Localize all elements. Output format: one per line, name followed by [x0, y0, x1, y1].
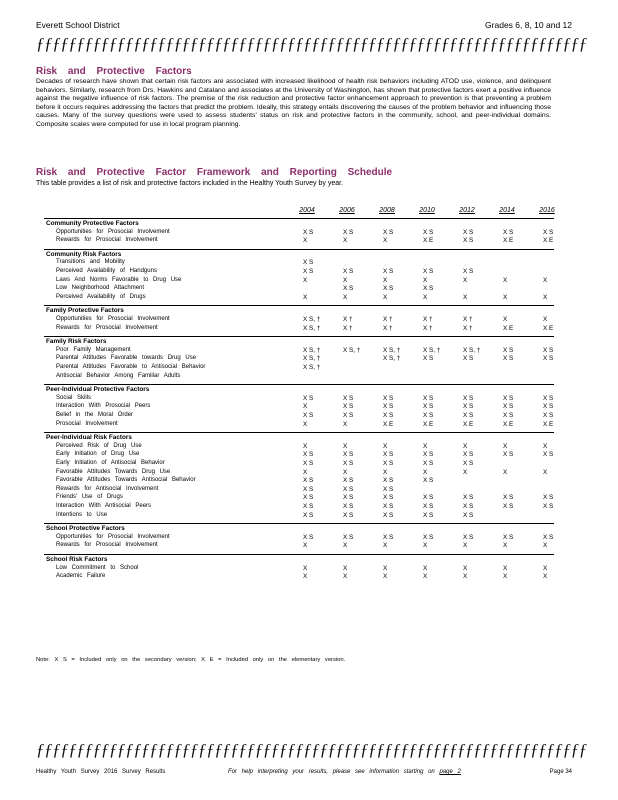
inclusion-mark: X S [423, 477, 434, 485]
table-row [44, 443, 554, 452]
inclusion-mark: X S [303, 503, 314, 510]
footer-survey-title: Healthy Youth Survey 2016 Survey Results [36, 769, 166, 775]
inclusion-mark: X [303, 237, 308, 245]
inclusion-mark: X S [343, 533, 354, 541]
inclusion-mark: X [383, 442, 388, 450]
inclusion-mark: X S [343, 494, 354, 502]
year-header: 2008 [379, 207, 395, 214]
table-row [44, 451, 554, 460]
district-name: Everett School District [36, 20, 120, 30]
inclusion-mark: X S [303, 494, 314, 502]
table-row [44, 477, 554, 486]
table-row [44, 565, 554, 574]
factor-label: Rewards for Prosocial Involvement [56, 237, 158, 244]
inclusion-mark: X S [303, 511, 314, 519]
inclusion-mark: X S [503, 403, 514, 411]
inclusion-mark: X [343, 442, 348, 450]
table-row [44, 469, 554, 478]
table-note: Note: X S = Included only on the secondary version; X E = Included only on the elementary version. [36, 657, 346, 663]
inclusion-mark: X E [543, 237, 554, 245]
inclusion-mark: X S [543, 412, 554, 419]
inclusion-mark: X [383, 276, 388, 284]
inclusion-mark: X S [343, 451, 354, 459]
inclusion-mark: X [543, 293, 548, 301]
inclusion-mark: X [303, 293, 308, 301]
table-row [44, 277, 554, 286]
inclusion-mark: X S [343, 460, 354, 467]
table-row [44, 503, 554, 512]
footer-page-number: Page 34 [549, 769, 572, 775]
inclusion-mark: X S [423, 394, 434, 402]
inclusion-mark: X S [463, 412, 474, 419]
inclusion-mark: X S [543, 355, 554, 363]
inclusion-mark: X S [423, 355, 434, 363]
inclusion-mark: X E [543, 324, 554, 332]
group-divider [44, 336, 554, 337]
factor-label: Transitions and Mobility [56, 259, 125, 266]
inclusion-mark: X S [303, 451, 314, 459]
table-row [44, 486, 554, 495]
factor-label: Belief in the Moral Order [56, 412, 134, 418]
inclusion-mark: X S [543, 451, 554, 459]
inclusion-mark: X E [543, 420, 554, 428]
inclusion-mark: X [463, 573, 468, 581]
inclusion-mark: X [383, 542, 388, 550]
inclusion-mark: X S [463, 451, 474, 459]
inclusion-mark: X [423, 468, 428, 476]
inclusion-mark: X [463, 468, 468, 476]
inclusion-mark: X S [383, 511, 394, 519]
inclusion-mark: X [463, 564, 468, 572]
inclusion-mark: X [463, 442, 468, 450]
factor-label: Favorable Attitudes Towards Antisocial Behavior [56, 477, 196, 484]
factor-label: Prosocial Involvement [56, 420, 118, 427]
inclusion-mark: X S [463, 394, 474, 402]
inclusion-mark: X S [303, 228, 314, 236]
inclusion-mark: X [343, 276, 348, 284]
inclusion-mark: X S, † [383, 346, 401, 354]
factor-label: Parental Attitudes Favorable towards Drug Use [56, 355, 197, 362]
inclusion-mark: X S [343, 403, 354, 411]
inclusion-mark: X S [383, 460, 394, 467]
factor-label: Antisocial Behavior Among Familiar Adults [56, 372, 181, 379]
inclusion-mark: X [543, 276, 548, 284]
inclusion-mark: X S [383, 494, 394, 502]
inclusion-mark: X [303, 468, 308, 476]
inclusion-mark: X S [423, 268, 434, 275]
inclusion-mark: X S [383, 268, 394, 275]
factor-label: Favorable Attitudes Towards Drug Use [56, 468, 171, 475]
inclusion-mark: X S [303, 259, 314, 267]
year-header: 2006 [339, 207, 355, 214]
inclusion-mark: X S, † [303, 324, 321, 332]
inclusion-mark: X [303, 442, 308, 450]
table-row [44, 325, 554, 334]
inclusion-mark: X S [383, 403, 394, 411]
inclusion-mark: X S [343, 394, 354, 402]
year-header: 2012 [459, 207, 475, 214]
inclusion-mark: X [423, 573, 428, 581]
factor-label: Rewards for Prosocial Involvement [56, 324, 158, 331]
section-intro: This table provides a list of risk and protective factors included in the Healthy Youth Survey by year. [36, 180, 343, 187]
inclusion-mark: X † [463, 324, 473, 332]
inclusion-mark: X [383, 564, 388, 572]
inclusion-mark: X S [303, 460, 314, 467]
table-row [44, 421, 554, 430]
inclusion-mark: X S [463, 355, 474, 363]
inclusion-mark: X S, † [303, 316, 321, 323]
inclusion-mark: X [503, 564, 508, 572]
factor-group-title: Peer-Individual Protective Factors [46, 386, 150, 394]
inclusion-mark: X [303, 420, 308, 428]
inclusion-mark: X S, † [303, 355, 321, 363]
inclusion-mark: X S [343, 412, 354, 419]
inclusion-mark: X † [423, 324, 433, 332]
inclusion-mark: X S [303, 412, 314, 419]
factor-group-title: Community Risk Factors [46, 250, 122, 258]
inclusion-mark: X [343, 573, 348, 581]
inclusion-mark: X [503, 293, 508, 301]
table-row [44, 268, 554, 277]
inclusion-mark: X S [423, 228, 434, 236]
inclusion-mark: X S, † [383, 355, 401, 363]
factor-group-title: Community Protective Factors [46, 220, 139, 227]
decorative-rule-bottom: ƒƒƒƒƒƒƒƒƒƒƒƒƒƒƒƒƒƒƒƒƒƒƒƒƒƒƒƒƒƒƒƒƒƒƒƒƒƒƒƒƒƒƒƒƒƒƒƒƒƒƒƒƒƒƒƒƒƒƒƒƒƒƒƒƒƒƒƒ [36, 740, 587, 759]
table-row [44, 460, 554, 469]
inclusion-mark: X S [463, 268, 474, 275]
inclusion-mark: X S [343, 503, 354, 510]
table-row [44, 412, 554, 421]
inclusion-mark: X E [463, 420, 474, 428]
factor-group-title: Family Risk Factors [46, 338, 107, 346]
table-row [44, 229, 554, 238]
inclusion-mark: X S [383, 412, 394, 419]
factor-label: Early Initiation of Antisocial Behavior [56, 460, 165, 466]
table-row [44, 294, 554, 303]
inclusion-mark: X S [463, 460, 474, 467]
table-row [44, 542, 554, 551]
inclusion-mark: X [343, 564, 348, 572]
factor-label: Laws And Norms Favorable to Drug Use [56, 276, 182, 283]
table-row [44, 259, 554, 268]
inclusion-mark: X [423, 564, 428, 572]
inclusion-mark: X S [543, 503, 554, 510]
factor-label: Opportunities for Prosocial Involvement [56, 316, 170, 322]
factor-label: Opportunities for Prosocial Involvement [56, 228, 170, 235]
inclusion-mark: X [503, 442, 508, 450]
inclusion-mark: X [343, 542, 348, 550]
inclusion-mark: X [303, 403, 308, 411]
inclusion-mark: X † [423, 316, 433, 323]
inclusion-mark: X S [503, 503, 514, 510]
factor-label: Low Neighborhood Attachment [56, 285, 145, 292]
footer-help-prefix: For help interpreting your results, please see information starting on [228, 769, 435, 775]
inclusion-mark: X S, † [343, 346, 361, 354]
table-row [44, 494, 554, 503]
table-row [44, 237, 554, 246]
group-divider [44, 249, 554, 250]
inclusion-mark: X † [463, 316, 473, 323]
inclusion-mark: X [383, 237, 388, 245]
inclusion-mark: X S [383, 394, 394, 402]
inclusion-mark: X S, † [463, 346, 481, 354]
inclusion-mark: X S [343, 511, 354, 519]
inclusion-mark: X S [543, 533, 554, 541]
inclusion-mark: X [503, 573, 508, 581]
inclusion-mark: X [543, 542, 548, 550]
inclusion-mark: X S [303, 477, 314, 485]
inclusion-mark: X S [423, 511, 434, 519]
inclusion-mark: X † [383, 324, 393, 332]
inclusion-mark: X S [543, 394, 554, 402]
factor-group-title: Family Protective Factors [46, 307, 124, 315]
inclusion-mark: X [303, 573, 308, 581]
inclusion-mark: X [463, 542, 468, 550]
inclusion-mark: X S [543, 494, 554, 502]
table-row [44, 573, 554, 582]
factor-label: Opportunities for Prosocial Involvement [56, 533, 170, 540]
inclusion-mark: X [503, 276, 508, 284]
factor-label: Early Initiation of Drug Use [56, 451, 140, 458]
inclusion-mark: X E [503, 420, 514, 428]
inclusion-mark: X [383, 293, 388, 301]
grades-label: Grades 6, 8, 10 and 12 [485, 20, 572, 30]
inclusion-mark: X [343, 237, 348, 245]
inclusion-mark: X S [463, 511, 474, 519]
inclusion-mark: X [423, 293, 428, 301]
inclusion-mark: X E [503, 237, 514, 245]
inclusion-mark: X S [463, 403, 474, 411]
factor-label: Friends' Use of Drugs [56, 494, 123, 501]
year-header-row [0, 207, 618, 217]
table-row [44, 364, 554, 373]
inclusion-mark: X S [383, 285, 394, 293]
inclusion-mark: X S [383, 485, 394, 493]
year-header: 2010 [419, 207, 435, 214]
inclusion-mark: X S [343, 228, 354, 236]
inclusion-mark: X S [463, 503, 474, 510]
inclusion-mark: X S [423, 533, 434, 541]
inclusion-mark: X † [383, 316, 393, 323]
group-divider [44, 554, 554, 555]
inclusion-mark: X † [343, 316, 353, 323]
inclusion-mark: X E [383, 420, 394, 428]
factor-label: Perceived Availability of Drugs [56, 293, 146, 300]
inclusion-mark: X S [423, 503, 434, 510]
factor-label: Perceived Risk of Drug Use [56, 442, 142, 449]
section-title-framework: Risk and Protective Factor Framework and Reporting Schedule [36, 167, 393, 178]
inclusion-mark: X S [303, 268, 314, 275]
year-header: 2014 [499, 207, 515, 214]
table-row [44, 316, 554, 325]
inclusion-mark: X [303, 564, 308, 572]
factor-label: Low Commitment to School [56, 564, 139, 571]
section-title-risk-protective: Risk and Protective Factors [36, 66, 192, 77]
inclusion-mark: X [343, 420, 348, 428]
inclusion-mark: X S [343, 285, 354, 293]
inclusion-mark: X S [503, 494, 514, 502]
inclusion-mark: X S [543, 346, 554, 354]
inclusion-mark: X S [543, 228, 554, 236]
inclusion-mark: X S [423, 403, 434, 411]
decorative-rule-top: ƒƒƒƒƒƒƒƒƒƒƒƒƒƒƒƒƒƒƒƒƒƒƒƒƒƒƒƒƒƒƒƒƒƒƒƒƒƒƒƒƒƒƒƒƒƒƒƒƒƒƒƒƒƒƒƒƒƒƒƒƒƒƒƒƒƒƒƒ [36, 34, 587, 53]
factor-label: Poor Family Management [56, 346, 131, 353]
inclusion-mark: X [463, 276, 468, 284]
inclusion-mark: X [383, 468, 388, 476]
inclusion-mark: X S [503, 451, 514, 459]
inclusion-mark: X [303, 276, 308, 284]
factor-label: Interaction With Antisocial Peers [56, 503, 152, 509]
inclusion-mark: X [543, 564, 548, 572]
inclusion-mark: X S [343, 477, 354, 485]
inclusion-mark: X S [503, 412, 514, 419]
inclusion-mark: X [463, 293, 468, 301]
inclusion-mark: X S [303, 485, 314, 493]
inclusion-mark: X S [503, 355, 514, 363]
inclusion-mark: X S [423, 494, 434, 502]
table-row [44, 347, 554, 356]
table-row [44, 373, 554, 382]
inclusion-mark: X S [463, 533, 474, 541]
inclusion-mark: X [503, 316, 508, 323]
table-row [44, 355, 554, 364]
inclusion-mark: X S [463, 494, 474, 502]
group-divider [44, 432, 554, 433]
inclusion-mark: X S [383, 533, 394, 541]
factor-label: Parental Attitudes Favorable to Antisocial Behavior [56, 364, 206, 370]
inclusion-mark: X S [303, 533, 314, 541]
table-row [44, 534, 554, 543]
inclusion-mark: X [543, 316, 548, 323]
factor-label: Perceived Availability of Handguns [56, 268, 157, 274]
inclusion-mark: X S [423, 460, 434, 467]
inclusion-mark: X S [383, 228, 394, 236]
inclusion-mark: X S [463, 237, 474, 245]
table-row [44, 403, 554, 412]
inclusion-mark: X [543, 468, 548, 476]
inclusion-mark: X S [503, 394, 514, 402]
inclusion-mark: X S, † [303, 364, 321, 371]
group-divider [44, 523, 554, 524]
inclusion-mark: X S [503, 346, 514, 354]
inclusion-mark: X [303, 542, 308, 550]
year-header: 2004 [299, 207, 315, 214]
group-divider [44, 305, 554, 306]
footer-help-text [228, 769, 461, 775]
table-row [44, 512, 554, 521]
inclusion-mark: X S [543, 403, 554, 411]
inclusion-mark: X [423, 276, 428, 284]
inclusion-mark: X S, † [423, 346, 441, 354]
inclusion-mark: X † [343, 324, 353, 332]
factor-group-title: School Risk Factors [46, 556, 108, 563]
inclusion-mark: X S, † [303, 346, 321, 354]
inclusion-mark: X S [383, 477, 394, 485]
inclusion-mark: X [503, 542, 508, 550]
factor-label: Academic Failure [56, 573, 106, 580]
page-link[interactable]: page 2 [439, 769, 461, 775]
table-row [44, 285, 554, 294]
inclusion-mark: X [343, 293, 348, 301]
inclusion-mark: X S [503, 228, 514, 236]
inclusion-mark: X E [423, 420, 434, 428]
factor-label: Rewards for Antisocial Involvement [56, 485, 159, 492]
factor-label: Rewards for Prosocial Involvement [56, 542, 158, 549]
inclusion-mark: X [423, 542, 428, 550]
factor-group-title: Peer-Individual Risk Factors [46, 434, 132, 442]
inclusion-mark: X [423, 442, 428, 450]
inclusion-mark: X E [503, 324, 514, 332]
inclusion-mark: X [503, 468, 508, 476]
table-row [44, 395, 554, 404]
inclusion-mark: X S [423, 285, 434, 293]
year-header: 2016 [539, 207, 555, 214]
group-divider [44, 384, 554, 385]
section-body-paragraph: Decades of research have shown that certain risk factors are associated with increased likelihood of health risk behaviors including ATOD use, violence, and delinquent behaviors. Similarly, research from Drs. Hawkins and Catalano and associates at the University of Washington, has shown that protective factors exert a positive influence against the negative influence of risk factors. The premise of the risk reduction and protective factor enhancement approach to prevention is that preventing a problem before it occurs requires addressing the factors that predict the problem. Ideally, this strategy entails discovering the causes of the problem behavior and influencing those causes. Many of the survey questions were used to assess students' status on risk and protective factors in the community, school, and peer-individual domains. Composite scales were computed for use in local program planning. [36, 78, 551, 128]
inclusion-mark: X S [423, 451, 434, 459]
factor-label: Social Skills [56, 394, 92, 401]
inclusion-mark: X S [343, 485, 354, 493]
inclusion-mark: X [383, 573, 388, 581]
inclusion-mark: X S [463, 228, 474, 236]
inclusion-mark: X E [423, 237, 434, 245]
inclusion-mark: X [543, 442, 548, 450]
inclusion-mark: X S [503, 533, 514, 541]
inclusion-mark: X S [383, 451, 394, 459]
factor-group-title: School Protective Factors [46, 525, 125, 533]
factor-label: Intentions to Use [56, 511, 108, 518]
group-divider [44, 218, 554, 219]
factor-label: Interaction With Prosocial Peers [56, 403, 151, 410]
inclusion-mark: X S [303, 394, 314, 402]
inclusion-mark: X [343, 468, 348, 476]
inclusion-mark: X S [343, 268, 354, 275]
inclusion-mark: X [543, 573, 548, 581]
inclusion-mark: X S [423, 412, 434, 419]
inclusion-mark: X S [383, 503, 394, 510]
